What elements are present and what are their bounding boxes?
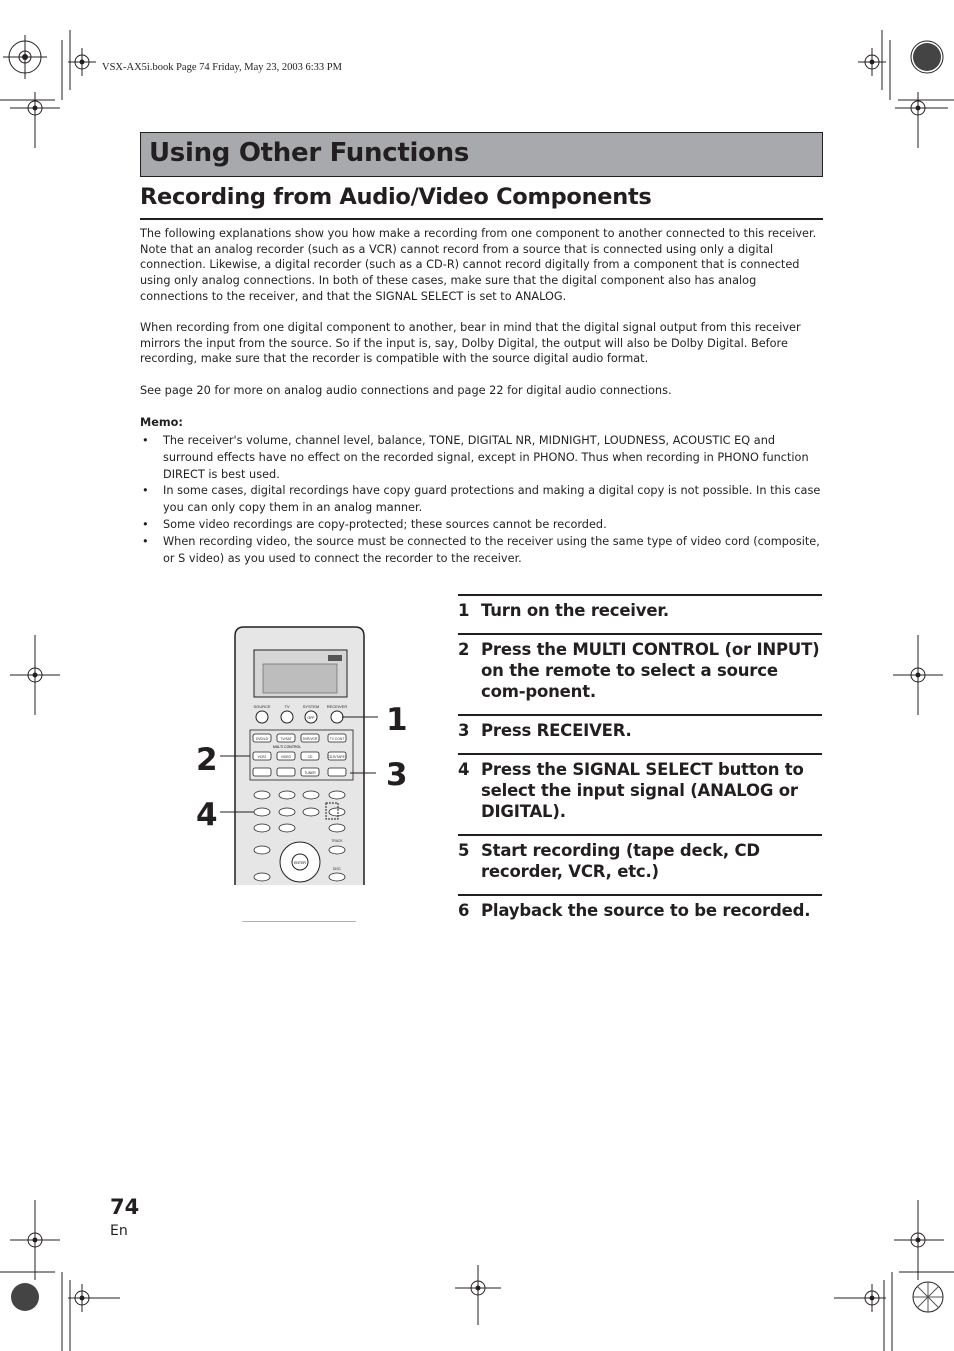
step-item	[458, 753, 822, 834]
disc-label: DISC	[333, 867, 341, 871]
step-text: Turn on the receiver.	[481, 601, 669, 620]
book-file-info: VSX-AX5i.book Page 74 Friday, May 23, 2003 6:33 PM	[102, 62, 342, 73]
step-text: Press the SIGNAL SELECT button to select the input signal (ANALOG or DIGITAL).	[481, 760, 804, 821]
tv-cont-label: TV CONT	[329, 737, 345, 741]
tv-sat-label: TV/SAT	[280, 737, 292, 741]
callout-2: 2	[196, 742, 218, 778]
cd-label: CD	[307, 755, 313, 759]
step-item	[458, 714, 822, 753]
step-number: 6	[458, 901, 470, 920]
step-number: 3	[458, 721, 470, 740]
digital-recording-paragraph: When recording from one digital component to another, bear in mind that the digital signal output from this receiver mirrors the input from the source. So if the input is, say, Dolby Digital, the output will also be Dolby Digital. Before recording, make sure that the recorder is compatible with the source digital audio format.	[140, 321, 801, 366]
step-text: Playback the source to be recorded.	[481, 901, 811, 920]
remote-control-illustration	[190, 622, 420, 922]
procedure-steps	[458, 594, 822, 933]
source-label: SOURCE	[253, 704, 271, 709]
callout-4: 4	[196, 797, 218, 833]
registration-mark-top-right	[830, 30, 954, 160]
memo-label: Memo:	[140, 416, 183, 429]
dvd-ld-label: DVD/LD	[255, 737, 269, 741]
receiver-label: RECEIVER	[326, 704, 348, 709]
step-number: 5	[458, 841, 470, 860]
step-number: 4	[458, 760, 470, 779]
cd-r-tape1-label: CD-R/TAPE1	[327, 755, 347, 759]
page-language: En	[110, 1223, 128, 1239]
step-text: Press the MULTI CONTROL (or INPUT) on the remote to select a source com-ponent.	[481, 640, 820, 701]
vcr2-label: VCR2	[257, 755, 267, 759]
dvr-vcr-label: DVR/VCR	[302, 737, 318, 741]
registration-mark-mid-right	[890, 635, 950, 715]
enter-label: ENTER	[294, 861, 306, 865]
memo-item: • The receiver's volume, channel level, balance, TONE, DIGITAL NR, MIDNIGHT, LOUDNESS, ACOUSTIC EQ and surround effects have no effect on the recorded signal, except in PHONO. Thus when recording in PHONO function DIRECT is best used.	[140, 433, 823, 483]
track-label: TRACK	[331, 839, 343, 843]
step-number: 2	[458, 640, 470, 659]
memo-item: • In some cases, digital recordings have copy guard protections and making a digital copy is not possible. In this case you can only copy them in an analog manner.	[140, 483, 823, 517]
page-number: 74	[110, 1195, 140, 1219]
step-item	[458, 894, 822, 933]
video-label: VIDEO	[280, 755, 292, 759]
registration-mark-bottom-right	[824, 1200, 954, 1351]
memo-item: • When recording video, the source must be connected to the receiver using the same type of video cord (composite, or S video) as you used to connect the recorder to the receiver.	[140, 534, 823, 568]
intro-paragraph: The following explanations show you how make a recording from one component to another connected to this receiver. Note that an analog recorder (such as a VCR) cannot record from a source that is connected using only a digital connection. Likewise, a digital recorder (such as a CD-R) cannot record digitally from a component that is connected using only analog connections. In both of these cases, make sure that the digital component also has analog connections to the receiver, and that the SIGNAL SELECT is set to ANALOG.	[140, 227, 817, 303]
system-label: SYSTEM	[302, 704, 320, 709]
callout-3: 3	[386, 757, 408, 793]
off-label: OFF	[307, 716, 315, 720]
multi-control-label: MULTI CONTROL	[272, 745, 302, 749]
section-title: Recording from Audio/Video Components	[140, 184, 823, 220]
chapter-banner	[140, 132, 823, 177]
step-item	[458, 633, 822, 714]
step-item	[458, 594, 822, 633]
chapter-title: Using Other Functions	[149, 138, 470, 168]
step-text: Start recording (tape deck, CD recorder, VCR, etc.)	[481, 841, 760, 881]
see-also-paragraph: See page 20 for more on analog audio connections and page 22 for digital audio connections.	[140, 384, 672, 397]
registration-mark-top-left	[0, 30, 110, 160]
step-number: 1	[458, 601, 470, 620]
registration-mark-bottom-center	[455, 1265, 505, 1351]
callout-1: 1	[386, 702, 408, 738]
registration-mark-mid-left	[10, 635, 70, 715]
tv-label: TV	[284, 704, 290, 709]
tuner-label: TUNER	[304, 771, 316, 775]
memo-list	[140, 433, 823, 567]
step-item	[458, 834, 822, 894]
memo-item: • Some video recordings are copy-protected; these sources cannot be recorded.	[140, 517, 823, 534]
step-text: Press RECEIVER.	[481, 721, 632, 740]
